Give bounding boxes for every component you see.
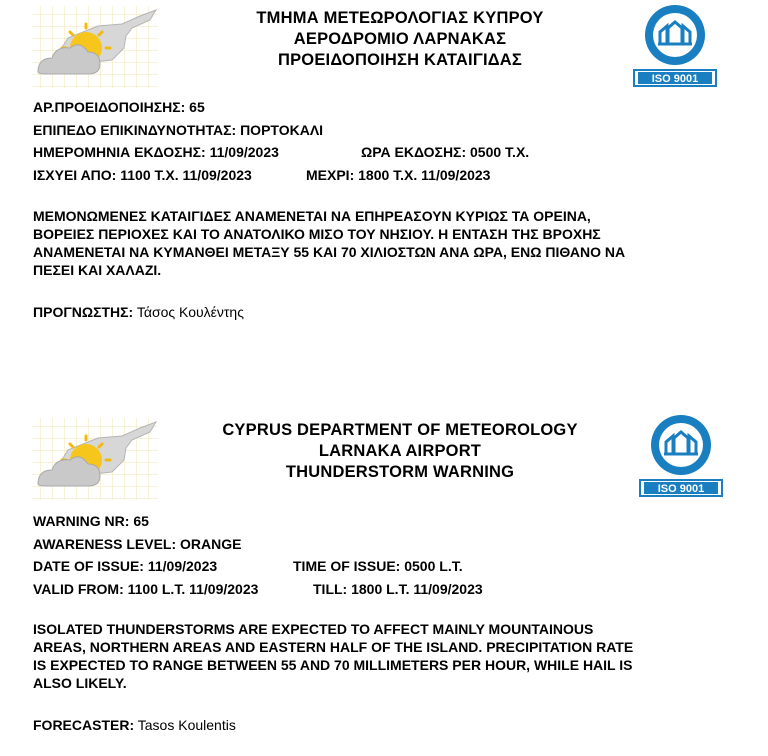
validity-row [33, 578, 483, 601]
iso-label: ISO 9001 [657, 483, 705, 495]
issue-row [33, 141, 530, 164]
warning-description: ΜΕΜΟΝΩΜΕΝΕΣ ΚΑΤΑΙΓΙΔΕΣ ΑΝΑΜΕΝΕΤΑΙ ΝΑ ΕΠΗΡΕΑΣΟΥΝ ΚΥΡΙΩΣ ΤΑ ΟΡΕΙΝΑ, ΒΟΡΕΙΕΣ ΠΕΡΙΟΧΕΣ ΚΑΙ ΤΟ ΑΝΑΤΟΛΙΚΟ ΜΙΣΟ ΤΟΥ ΝΗΣΙΟΥ. Η ΕΝΤΑΣΗ ΤΗΣ ΒΡΟΧΗΣ ΑΝΑΜΕΝΕΤΑΙ ΝΑ ΚΥΜΑΝΘΕΙ ΜΕΤΑΞΥ 55 ΚΑΙ 70 ΧΙΛΙΟΣΤΩΝ ΑΝΑ ΩΡΑ, ΕΝΩ ΠΙΘΑΝΟ ΝΑ ΠΕΣΕΙ ΚΑΙ ΧΑΛΑΖΙ. [33, 208, 626, 278]
met-office-weather-logo [28, 414, 162, 504]
issue-time: TIME OF ISSUE: 0500 L.T. [293, 558, 463, 574]
forecaster [33, 717, 236, 733]
title-line: ΠΡΟΕΙΔΟΠΟΙΗΣΗ ΚΑΤΑΙΓΙΔΑΣ [277, 51, 523, 69]
title-line: CYPRUS DEPARTMENT OF METEOROLOGY [222, 421, 578, 439]
warning-number: WARNING NR: 65 [33, 513, 149, 529]
page-title [198, 420, 602, 483]
met-office-weather-logo [28, 2, 162, 92]
title-line: LARNAKA AIRPORT [318, 442, 482, 460]
iso-9001-certification-icon [632, 2, 718, 88]
issue-row [33, 555, 463, 578]
valid-till: TILL: 1800 L.T. 11/09/2023 [313, 580, 483, 597]
warning-number: ΑΡ.ΠΡΟΕΙΔΟΠΟΙΗΣΗΣ: 65 [33, 99, 205, 115]
warning-description: ISOLATED THUNDERSTORMS ARE EXPECTED TO AFFECT MAINLY MOUNTAINOUS AREAS, NORTHERN AREAS AND EASTERN HALF OF THE ISLAND. PRECIPITATION RATE IS EXPECTED TO RANGE BETWEEN 55 AND 70 MILLIMETERS PER HOUR, WHILE HAIL IS ALSO LIKELY. [33, 621, 634, 691]
english-warning-section [0, 408, 768, 756]
iso-9001-certification-icon [638, 412, 724, 498]
page-title [200, 8, 600, 71]
title-line: ΤΜΗΜΑ ΜΕΤΕΩΡΟΛΟΓΙΑΣ ΚΥΠΡΟΥ [256, 9, 544, 27]
title-line: THUNDERSTORM WARNING [285, 463, 515, 481]
awareness-level: AWARENESS LEVEL: ORANGE [33, 535, 242, 552]
issue-date: ΗΜΕΡΟΜΗΝΙΑ ΕΚΔΟΣΗΣ: 11/09/2023 [33, 144, 279, 160]
iso-label: ISO 9001 [651, 73, 699, 85]
validity-row [33, 164, 491, 187]
valid-till: ΜΕΧΡΙ: 1800 Τ.Χ. 11/09/2023 [306, 166, 491, 183]
title-line: ΑΕΡΟΔΡΟΜΙΟ ΛΑΡΝΑΚΑΣ [293, 30, 507, 48]
warning-details [33, 510, 483, 600]
valid-from: ΙΣΧΥΕΙ ΑΠΟ: 1100 Τ.Χ. 11/09/2023 [33, 166, 252, 183]
forecaster-name: Tasos Koulentis [137, 717, 236, 733]
valid-from: VALID FROM: 1100 L.T. 11/09/2023 [33, 580, 259, 597]
issue-time: ΩΡΑ ΕΚΔΟΣΗΣ: 0500 Τ.Χ. [361, 144, 530, 160]
warning-details [33, 96, 530, 186]
awareness-level: ΕΠΙΠΕΔΟ ΕΠΙΚΙΝΔΥΝΟΤΗΤΑΣ: ΠΟΡΤΟΚΑΛΙ [33, 121, 324, 138]
issue-date: DATE OF ISSUE: 11/09/2023 [33, 558, 218, 574]
forecaster-label: ΠΡΟΓΝΩΣΤΗΣ: [33, 304, 134, 320]
forecaster-name: Τάσος Κουλέντης [136, 304, 244, 320]
forecaster-label: FORECASTER: [33, 717, 135, 733]
forecaster [33, 304, 244, 320]
